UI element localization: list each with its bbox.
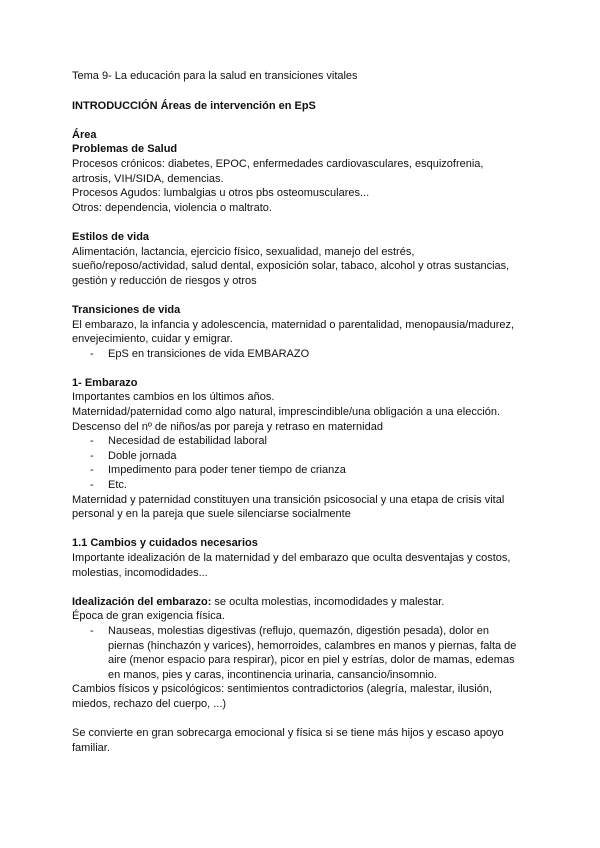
text-line: Importante idealización de la maternidad y del embarazo que oculta desventajas y costos, [72,552,511,564]
area-heading: Área [72,128,97,141]
text-line: artrosis, VIH/SIDA, demencias. [72,172,224,185]
text-line: molestias, incomodidades... [72,566,208,579]
idealizacion-list [72,624,532,682]
text-line: Otros: dependencia, violencia o maltrato. [72,201,272,214]
text-line: Procesos Agudos: lumbalgias u otros pbs osteomusculares... [72,187,370,200]
estilos-heading: Estilos de vida [72,230,150,243]
document-title: Tema 9- La educación para la salud en transiciones vitales [72,70,358,82]
intro-heading: INTRODUCCIÓN Áreas de intervención en EpS [72,99,316,112]
text-line: familiar. [72,741,110,754]
text-line: Se convierte en gran sobrecarga emocional y física si se tiene más hijos y escaso apoyo [72,727,504,740]
text-line: Época de gran exigencia física. [72,610,225,623]
text-line: Maternidad y paternidad constituyen una transición psicosocial y una etapa de crisis vital [72,493,505,506]
text-line: Cambios físicos y psicológicos: sentimientos contradictorios (alegría, malestar, ilusión, [72,683,493,696]
text-line: Importantes cambios en los últimos años. [72,391,275,404]
text-line: envejecimiento, cuidar y emigrar. [72,333,233,346]
list-item: - Necesidad de estabilidad laboral [90,435,267,448]
list-item: - Etc. [90,479,127,492]
idealizacion-line: Idealización del embarazo: se oculta molestias, incomodidades y malestar. [72,595,445,608]
document-content [72,69,532,755]
list-item: - EpS en transiciones de vida EMBARAZO [90,347,310,360]
embarazo-heading: 1- Embarazo [72,376,138,389]
problemas-heading: Problemas de Salud [72,143,178,156]
embarazo-list [72,434,532,492]
transiciones-list [72,347,532,362]
text-line: sueño/reposo/actividad, salud dental, exposición solar, tabaco, alcohol y otras sustancias, [72,260,510,273]
text-line: personal y en la pareja que suele silenciarse socialmente [72,508,351,521]
text-line: Descenso del nº de niños/as por pareja y retraso en maternidad [72,420,383,433]
text-line: miedos, rechazo del cuerpo, ...) [72,697,227,710]
text-line: Alimentación, lactancia, ejercicio físico, sexualidad, manejo del estrés, [72,245,415,258]
cambios-heading: 1.1 Cambios y cuidados necesarios [72,537,258,550]
list-item: - Nauseas, molestias digestivas (reflujo, quemazón, digestión pesada), dolor en piernas (hinchazón y varices), hemorroides, calambres en manos y piernas, falta de aire (menor espacio para respirar), picor en piel y estrías, dolor de mamas, edemas en manos, pies y caras, incontinencia urinaria, cansancio/insomnio. [90,624,517,681]
text-line: gestión y reducción de riesgos y otros [72,274,257,287]
text-line: Maternidad/paternidad como algo natural, imprescindible/una obligación a una elección. [72,406,501,419]
transiciones-heading: Transiciones de vida [72,303,181,316]
idealizacion-label: Idealización del embarazo: [72,595,212,608]
text-line: El embarazo, la infancia y adolescencia, maternidad o parentalidad, menopausia/madurez, [72,318,515,331]
list-item: - Doble jornada [90,449,177,462]
text-line: Procesos crónicos: diabetes, EPOC, enfermedades cardiovasculares, esquizofrenia, [72,157,484,170]
list-item: - Impedimento para poder tener tiempo de crianza [90,464,346,477]
